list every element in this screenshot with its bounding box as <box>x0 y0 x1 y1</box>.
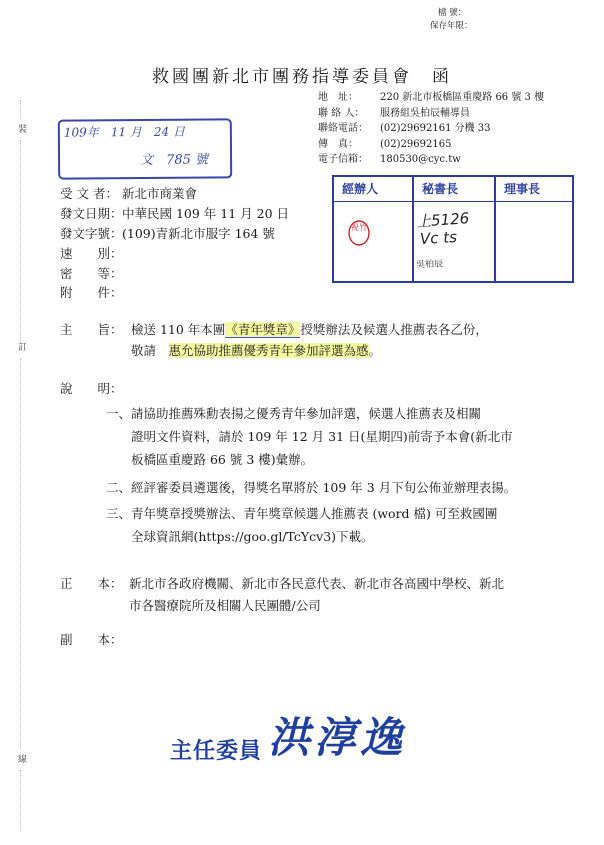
binding-mark: 裝 <box>18 125 28 135</box>
small-seal: 吳柏辰 <box>415 259 444 271</box>
chairman-signature-stamp <box>170 705 406 765</box>
email-label: 電子信箱： <box>318 154 368 165</box>
speed-row <box>60 244 122 263</box>
subject-line-2 <box>131 341 381 359</box>
phone-value: (02)29692161 分機 33 <box>380 123 491 134</box>
signature-title: 主任委員 <box>170 739 263 764</box>
red-seal-text: 祝竹 <box>351 223 367 232</box>
date-label: 發文日期： <box>60 206 123 221</box>
explanation-line: 請協助推薦殊勳表揚之優秀青年參加評選，候選人推薦表及相關 <box>131 406 482 421</box>
receipt-date: 109年 11 月 24 日 <box>63 124 186 140</box>
fold-mark: 訂 <box>18 343 28 353</box>
handler-header: 經辦人 <box>342 182 379 196</box>
copy-recipients-label: 副 本： <box>60 632 123 647</box>
address-label: 地 址： <box>318 92 358 103</box>
subject-text: 授獎辦法及候選人推薦表各乙份， <box>300 322 488 337</box>
handwritten-signature: Vc ts <box>419 228 458 248</box>
main-recipients-line-1: 新北市各政府機關、新北市各民意代表、新北市各高國中學校、新北 <box>129 576 505 591</box>
item-number: 二、 <box>106 480 132 495</box>
binding-dots <box>20 358 23 748</box>
explanation-line: 板橋區重慶路 66 號 3 樓)彙辦。 <box>131 452 314 467</box>
speed-label: 速 別： <box>60 246 123 261</box>
receipt-stamp <box>58 118 232 179</box>
doc-number-row <box>60 224 275 243</box>
explanation-line: 證明文件資料，請於 109 年 12 月 31 日(星期四)前寄予本會(新北市 <box>131 429 513 444</box>
binding-dots <box>20 140 23 340</box>
secrecy-label: 密 等： <box>60 266 123 281</box>
chairman-header: 理事長 <box>504 182 541 196</box>
page-title: 救國團新北市團務指導委員會 函 <box>152 67 452 87</box>
receipt-number: 文 785 號 <box>140 152 209 169</box>
subject-text: 。 <box>368 343 382 358</box>
contact-person-value: 服務組吳柏辰輔導員 <box>380 107 470 119</box>
box-divider <box>412 177 414 281</box>
subject-text: 敬請 <box>131 343 169 358</box>
email-value: 180530@cyc.tw <box>380 154 461 165</box>
approval-box-header <box>334 177 572 202</box>
recipient-label: 受 文 者： <box>60 186 118 201</box>
date-row <box>60 204 289 223</box>
doc-number-value: (109)青新北市服字 164 號 <box>122 226 275 241</box>
highlighted-award-name: 《青年獎章》 <box>225 322 301 337</box>
explanation-label: 說 明： <box>60 381 123 396</box>
contact-person-label: 聯 絡 人： <box>318 107 365 119</box>
fax-label: 傳 真： <box>318 138 358 150</box>
line-mark: 線 <box>18 755 28 765</box>
box-divider <box>494 177 496 281</box>
attachment-label: 附 件： <box>60 285 123 300</box>
handwritten-note: 上5126 <box>415 209 470 231</box>
item-number: 一、 <box>106 406 132 421</box>
date-value: 中華民國 109 年 11 月 20 日 <box>122 206 290 221</box>
signature-name: 洪淳逸 <box>268 713 407 762</box>
secretary-general-header: 秘書長 <box>422 182 459 196</box>
item-number: 三、 <box>106 506 132 521</box>
explanation-line: 青年獎章授獎辦法、青年獎章候選人推薦表 (word 檔) 可至救國團 <box>131 506 498 521</box>
explanation-line: 經評審委員遴選後，得獎名單將於 109 年 3 月下旬公佈並辦理表揚。 <box>131 480 517 495</box>
subject-text: 檢送 110 年本團 <box>131 322 226 337</box>
doc-number-label: 發文字號： <box>60 226 123 241</box>
archive-number-label: 檔 號： <box>438 8 467 18</box>
subject-line-1 <box>131 320 488 338</box>
attachment-row <box>60 283 122 302</box>
explanation-line: 全球資訊網(https://goo.gl/TcYcv3)下載。 <box>131 529 374 544</box>
highlighted-request: 惠允協助推薦優秀青年參加評選為感 <box>168 343 369 358</box>
main-recipients-line-2: 市各醫療院所及相關人民團體/公司 <box>129 598 321 613</box>
main-recipients-label: 正 本： <box>60 576 123 591</box>
phone-label: 聯絡電話： <box>318 123 368 134</box>
recipient-row <box>60 184 197 203</box>
recipient-value: 新北市商業會 <box>122 186 198 201</box>
subject-label: 主 旨： <box>60 322 123 337</box>
binding-dots <box>20 770 23 830</box>
approval-box <box>332 175 574 283</box>
secrecy-row <box>60 264 122 283</box>
contact-block <box>318 90 544 168</box>
address-value: 220 新北市板橋區重慶路 66 號 3 樓 <box>380 92 545 103</box>
retention-period-label: 保存年限： <box>430 21 473 31</box>
fax-value: (02)29692165 <box>380 138 452 150</box>
binding-dots <box>20 100 23 118</box>
